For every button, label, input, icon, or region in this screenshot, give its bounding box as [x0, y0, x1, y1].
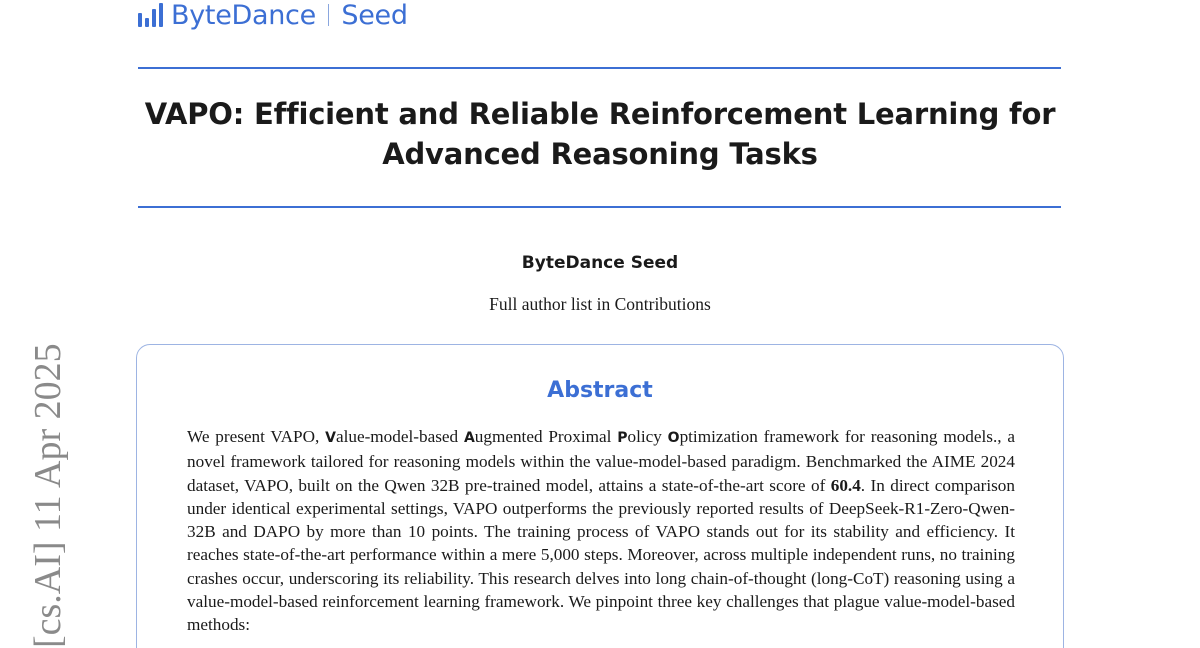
product-name: Seed [341, 0, 408, 31]
abstract-text-part: ptimization framework for reasoning models., a novel framework tailored for reasoning models within the value-model-based paradigm. Benchmarked the AIME 2024 dataset, VAPO, built on the Qwen 32B pre-trained model, attains a state-of-the-art score of [187, 427, 1016, 495]
abstract-heading: Abstract [547, 378, 653, 403]
logo-wordmark [171, 2, 408, 29]
affiliation: ByteDance Seed [521, 253, 679, 273]
bottom-rule [138, 206, 1061, 208]
acronym-letter: O [667, 430, 680, 446]
abstract-text-part: alue-model-based [335, 427, 464, 446]
abstract-text [187, 425, 1015, 637]
title-line-1: VAPO: Efficient and Reliable Reinforcement Learning for [144, 97, 1056, 131]
abstract-text-part: olicy [627, 427, 668, 446]
abstract-text-part: ugmented Proximal [474, 427, 618, 446]
abstract-text-part: We present VAPO, [187, 427, 326, 446]
abstract-text-part: . In direct comparison under identical experimental settings, VAPO outperforms the previously reported results of DeepSeek-R1-Zero-Qwen-32B and DAPO by more than 10 points. The training process of VAPO stands out for its stability and efficiency. It reaches state-of-the-art performance within a mere 5,000 steps. Moreover, across multiple independent runs, no training crashes occur, underscoring its reliability. This research delves into long chain-of-thought (long-CoT) reasoning using a value-model-based reinforcement learning framework. We pinpoint three key challenges that plague value-model-based methods: [187, 475, 1015, 635]
brand-name: ByteDance [171, 0, 316, 31]
bytedance-logo-icon [138, 3, 163, 27]
acronym-letter: V [325, 430, 336, 446]
aime-score: 60.4 [830, 475, 861, 495]
authors-note: Full author list in Contributions [489, 294, 711, 314]
acronym-letter: A [463, 430, 475, 446]
top-rule [138, 67, 1061, 69]
arxiv-stamp: [cs.AI] 11 Apr 2025 [27, 343, 69, 648]
logo-divider [328, 4, 330, 26]
acronym-letter: P [617, 430, 628, 446]
title-line-2: Advanced Reasoning Tasks [382, 137, 818, 171]
paper-title [120, 94, 1080, 174]
abstract-box [136, 344, 1064, 648]
bytedance-seed-logo [138, 0, 408, 30]
